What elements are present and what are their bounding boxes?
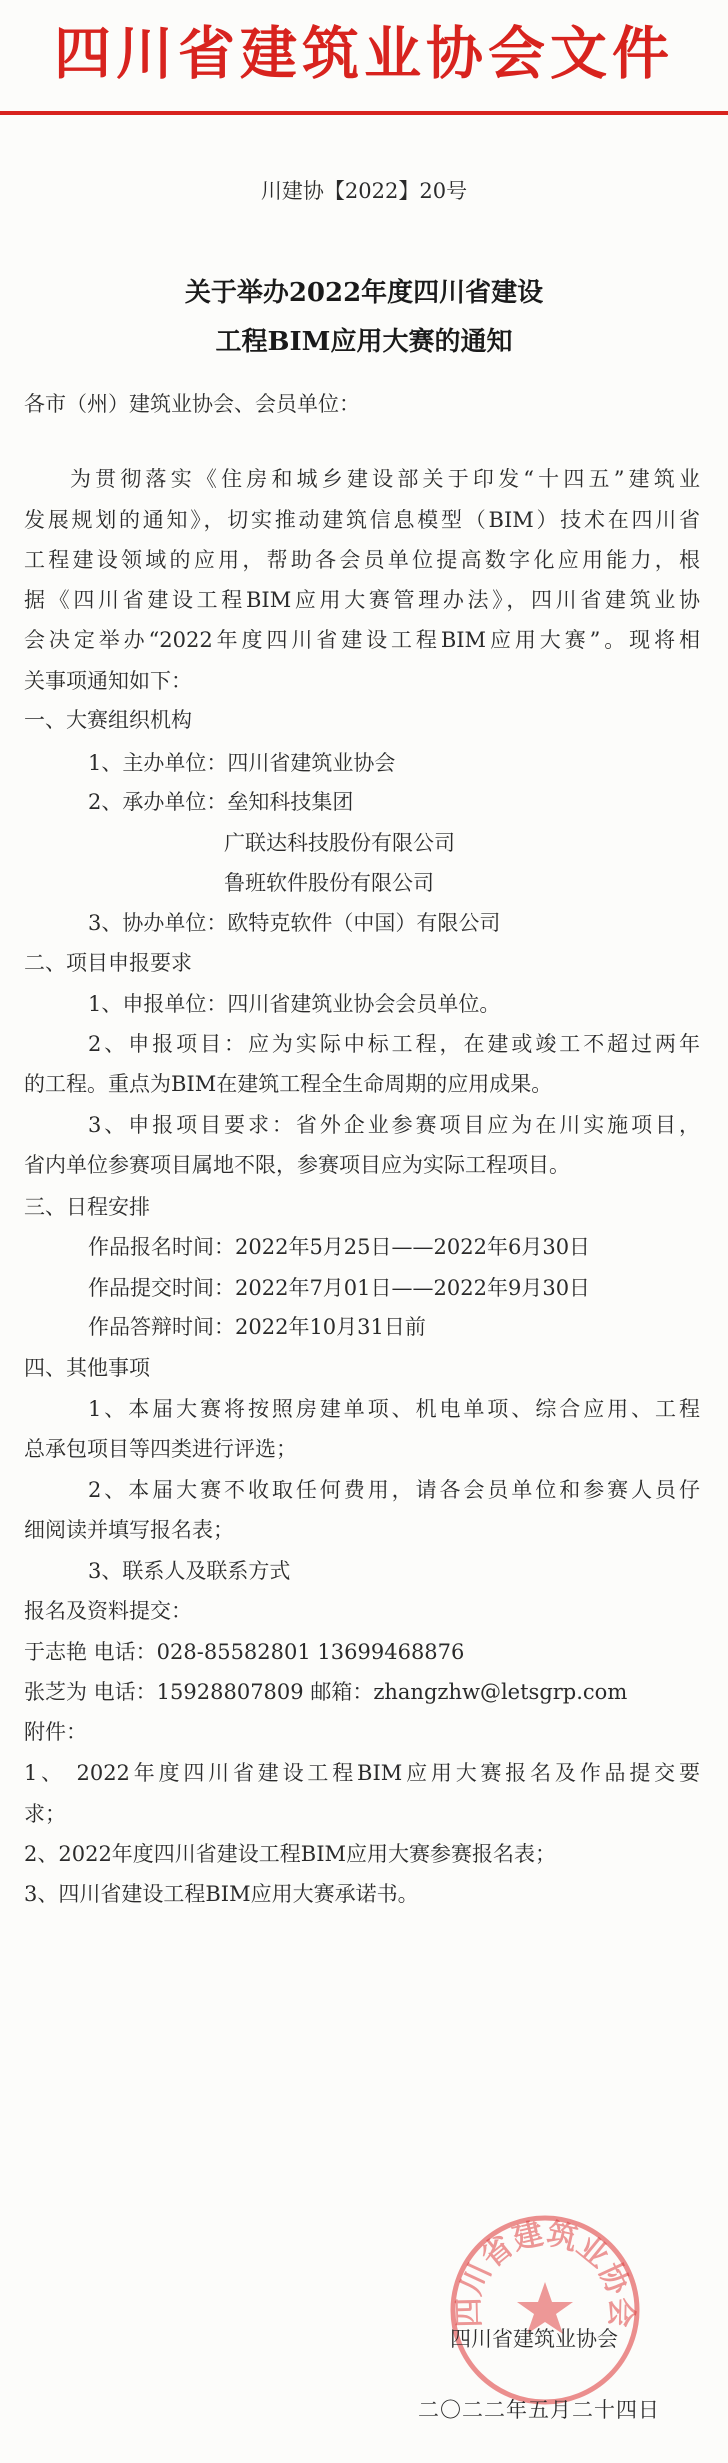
requirement-item: 省内单位参赛项目属地不限，参赛项目应为实际工程项目。 [24, 1153, 570, 1177]
requirement-item: 3、申报项目要求：省外企业参赛项目应为在川实施项目， [88, 1113, 700, 1137]
intro-line: 关事项通知如下： [24, 669, 192, 693]
attachment-item: 1、 2022年度四川省建设工程BIM应用大赛报名及作品提交要 [24, 1761, 700, 1785]
signature-org: 四川省建筑业协会 [450, 2327, 618, 2351]
other-item: 3、联系人及联系方式 [88, 1559, 291, 1583]
host-unit: 1、主办单位：四川省建筑业协会 [88, 751, 396, 775]
section-heading: 四、其他事项 [24, 1356, 150, 1380]
requirement-item: 2、申报项目：应为实际中标工程，在建或竣工不超过两年 [88, 1032, 700, 1056]
document-header-title: 四川省建筑业协会文件 [54, 21, 674, 87]
attachment-item: 求； [24, 1802, 66, 1826]
intro-line: 发展规划的通知》，切实推动建筑信息模型（BIM）技术在四川省 [24, 508, 700, 532]
attachment-item: 2、2022年度四川省建设工程BIM应用大赛参赛报名表； [24, 1842, 557, 1866]
document-number: 川建协【2022】20号 [260, 179, 468, 203]
section-heading: 一、大赛组织机构 [24, 708, 192, 732]
attachments-label: 附件： [24, 1720, 87, 1744]
section-heading: 二、项目申报要求 [24, 951, 192, 975]
salutation: 各市（州）建筑业协会、会员单位： [24, 392, 360, 416]
organizer-unit: 2、承办单位：垒知科技集团 [88, 790, 354, 814]
requirement-item: 1、申报单位：四川省建筑业协会会员单位。 [88, 992, 501, 1016]
notice-title-line1: 关于举办2022年度四川省建设 [184, 278, 544, 308]
schedule-item: 作品提交时间：2022年7月01日——2022年9月30日 [88, 1276, 591, 1300]
other-item: 细阅读并填写报名表； [24, 1518, 234, 1542]
contacts-label: 报名及资料提交： [24, 1599, 192, 1623]
signature-date: 二〇二二年五月二十四日 [418, 2398, 660, 2422]
contact-line: 于志艳 电话：028-85582801 13699468876 [24, 1640, 465, 1664]
organizer-unit: 广联达科技股份有限公司 [224, 831, 455, 855]
requirement-item: 的工程。重点为BIM在建筑工程全生命周期的应用成果。 [24, 1072, 553, 1096]
notice-title-line2: 工程BIM应用大赛的通知 [215, 327, 513, 357]
intro-line: 会决定举办“2022年度四川省建设工程BIM应用大赛”。现将相 [24, 628, 700, 652]
intro-line: 工程建设领域的应用，帮助各会员单位提高数字化应用能力，根 [24, 548, 700, 572]
intro-line: 为贯彻落实《住房和城乡建设部关于印发“十四五”建筑业 [70, 467, 700, 491]
co-organizer-unit: 3、协办单位：欧特克软件（中国）有限公司 [88, 911, 501, 935]
schedule-item: 作品答辩时间：2022年10月31日前 [88, 1315, 426, 1339]
organizer-unit: 鲁班软件股份有限公司 [224, 871, 434, 895]
schedule-item: 作品报名时间：2022年5月25日——2022年6月30日 [88, 1235, 591, 1259]
seal-text: 四川省建筑业协会 [451, 2216, 639, 2328]
other-item: 1、本届大赛将按照房建单项、机电单项、综合应用、工程 [88, 1397, 700, 1421]
contact-line: 张芝为 电话：15928807809 邮箱：zhangzhw@letsgrp.com [24, 1680, 628, 1704]
official-seal-icon [445, 2210, 645, 2410]
attachment-item: 3、四川省建设工程BIM应用大赛承诺书。 [24, 1882, 419, 1906]
section-heading: 三、日程安排 [24, 1195, 150, 1219]
other-item: 2、本届大赛不收取任何费用，请各会员单位和参赛人员仔 [88, 1478, 700, 1502]
other-item: 总承包项目等四类进行评选； [24, 1437, 297, 1461]
header-red-rule [0, 111, 728, 115]
intro-line: 据《四川省建设工程BIM应用大赛管理办法》，四川省建筑业协 [24, 588, 700, 612]
